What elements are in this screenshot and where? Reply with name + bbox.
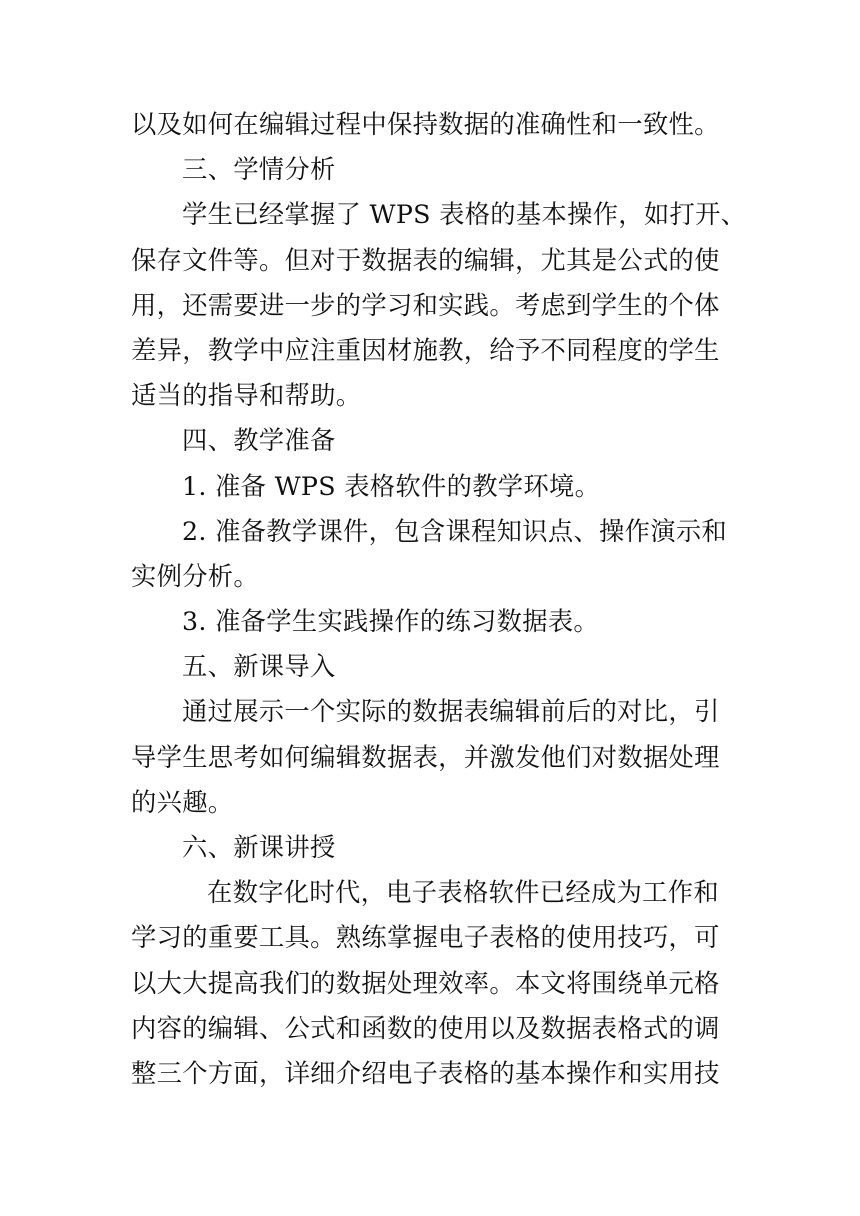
paragraph-line: 保存文件等。但对于数据表的编辑，尤其是公式的使: [131, 245, 720, 275]
paragraph-line: 内容的编辑、公式和函数的使用以及数据表格式的调: [131, 1013, 720, 1043]
list-item: 2. 准备教学课件，包含课程知识点、操作演示和: [182, 516, 728, 546]
paragraph-line: 通过展示一个实际的数据表编辑前后的对比，引: [182, 697, 720, 727]
section-heading-new-lesson-intro: 五、新课导入: [182, 652, 336, 682]
list-item: 1. 准备 WPS 表格软件的教学环境。: [182, 471, 601, 501]
section-heading-new-lesson-teaching: 六、新课讲授: [182, 833, 336, 862]
section-heading-student-analysis: 三、学情分析: [182, 155, 336, 185]
paragraph-line: 以大大提高我们的数据处理效率。本文将围绕单元格: [131, 968, 720, 998]
paragraph-line: 导学生思考如何编辑数据表，并激发他们对数据处理: [131, 742, 720, 772]
paragraph-line: 学生已经掌握了 WPS 表格的基本操作，如打开、: [182, 200, 747, 230]
section-heading-teaching-preparation: 四、教学准备: [182, 426, 336, 456]
paragraph-line: 以及如何在编辑过程中保持数据的准确性和一致性。: [131, 110, 720, 139]
paragraph-line: 的兴趣。: [131, 787, 234, 817]
paragraph-line: 差异，教学中应注重因材施教，给予不同程度的学生: [131, 335, 720, 365]
list-item: 3. 准备学生实践操作的练习数据表。: [182, 607, 600, 637]
paragraph-line: 整三个方面，详细介绍电子表格的基本操作和实用技: [131, 1058, 720, 1088]
paragraph-line: 适当的指导和帮助。: [131, 381, 362, 411]
paragraph-line: 在数字化时代，电子表格软件已经成为工作和: [207, 878, 719, 908]
paragraph-line: 用，还需要进一步的学习和实践。考虑到学生的个体: [131, 290, 720, 320]
document-page: [131, 102, 747, 1096]
paragraph-line: 学习的重要工具。熟练掌握电子表格的使用技巧，可: [131, 923, 720, 953]
list-item-continuation: 实例分析。: [131, 561, 259, 591]
